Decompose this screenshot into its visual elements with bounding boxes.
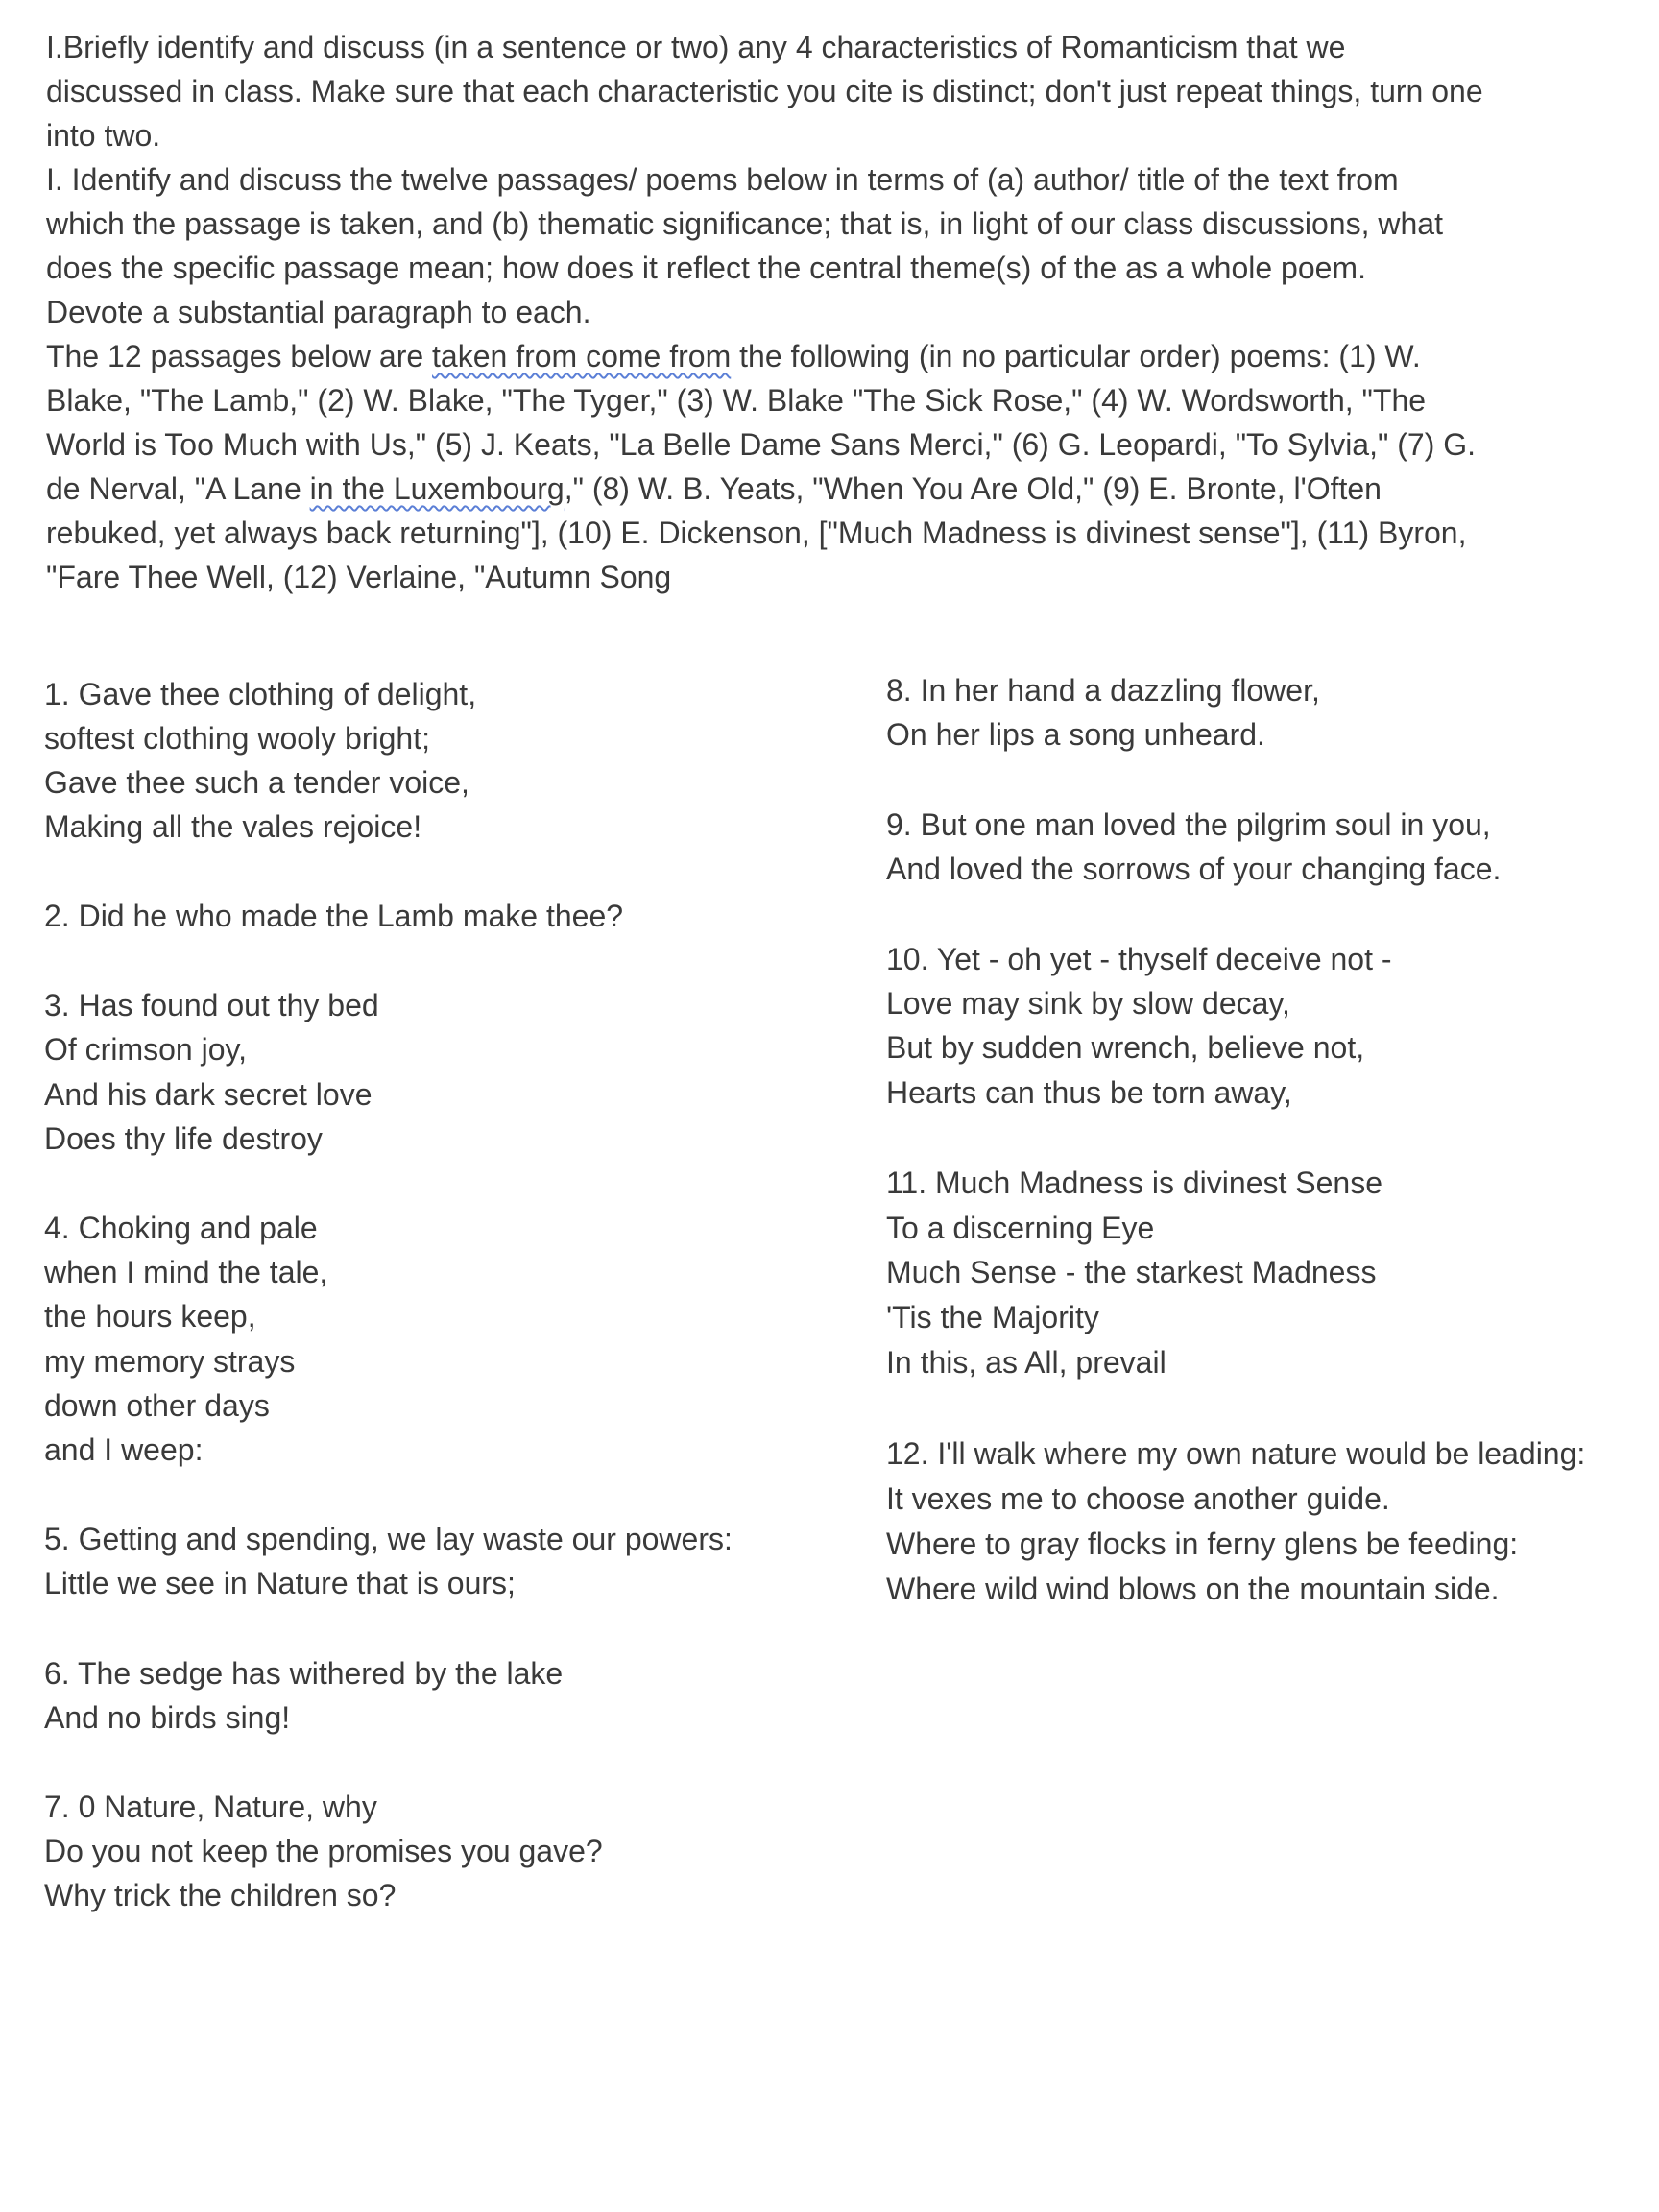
passage-line: Of crimson joy, xyxy=(44,1032,247,1067)
passage-line: Where to gray flocks in ferny glens be feeding: xyxy=(886,1527,1519,1561)
instruction-1-line: discussed in class. Make sure that each characteristic you cite is distinct; don't just repeat things, turn one xyxy=(46,74,1483,108)
passage-line: In this, as All, prevail xyxy=(886,1345,1166,1380)
passage-line: Gave thee such a tender voice, xyxy=(44,765,469,800)
passage-line: 11. Much Madness is divinest Sense xyxy=(886,1166,1382,1200)
passage-line: But by sudden wrench, believe not, xyxy=(886,1030,1365,1065)
passage-line: 3. Has found out thy bed xyxy=(44,988,379,1022)
passage-line: softest clothing wooly bright; xyxy=(44,721,430,756)
passage-line: 5. Getting and spending, we lay waste our powers: xyxy=(44,1522,733,1556)
passage-line: Love may sink by slow decay, xyxy=(886,986,1290,1021)
passage-line: Hearts can thus be torn away, xyxy=(886,1075,1292,1110)
passage-line: 'Tis the Majority xyxy=(886,1300,1099,1334)
passage-line: 1. Gave thee clothing of delight, xyxy=(44,677,477,711)
passage-line: my memory strays xyxy=(44,1344,296,1379)
passage-line: 9. But one man loved the pilgrim soul in you, xyxy=(886,807,1491,842)
passage-line: down other days xyxy=(44,1388,270,1423)
passage-line: 10. Yet - oh yet - thyself deceive not - xyxy=(886,942,1392,976)
poem-list-text: the following (in no particular order) poems: (1) W. xyxy=(731,339,1421,373)
passage-line: the hours keep, xyxy=(44,1299,256,1334)
poem-list-line: Blake, "The Lamb," (2) W. Blake, "The Tyger," (3) W. Blake "The Sick Rose," (4) W. Wordsworth, "The xyxy=(46,383,1427,418)
passage-line: Making all the vales rejoice! xyxy=(44,809,422,844)
passage-line: To a discerning Eye xyxy=(886,1211,1155,1245)
instruction-2-line: I. Identify and discuss the twelve passages/ poems below in terms of (a) author/ title of the text from xyxy=(46,162,1399,197)
passage-line: And loved the sorrows of your changing face. xyxy=(886,852,1502,886)
poem-list-line: World is Too Much with Us," (5) J. Keats, "La Belle Dame Sans Merci," (6) G. Leopardi, "To Sylvia," (7) G. xyxy=(46,427,1477,462)
passage-line: and I weep: xyxy=(44,1432,204,1467)
passage-line: Much Sense - the starkest Madness xyxy=(886,1255,1377,1289)
passage-line: On her lips a song unheard. xyxy=(886,717,1265,752)
passage-line: 4. Choking and pale xyxy=(44,1211,318,1245)
instruction-2-line: Devote a substantial paragraph to each. xyxy=(46,295,591,329)
poem-list-line xyxy=(46,467,1382,511)
passage-line: 8. In her hand a dazzling flower, xyxy=(886,673,1320,708)
spellcheck-underlined-text[interactable]: in the Luxembourg xyxy=(309,471,565,506)
passage-line: And no birds sing! xyxy=(44,1700,291,1735)
passage-line: And his dark secret love xyxy=(44,1077,373,1112)
passage-line: 6. The sedge has withered by the lake xyxy=(44,1656,564,1691)
passage-line: Why trick the children so? xyxy=(44,1878,397,1912)
poem-list-line xyxy=(46,334,1421,378)
poem-list-text: ," (8) W. B. Yeats, "When You Are Old," (9) E. Bronte, l'Often xyxy=(564,471,1382,506)
passage-line: 2. Did he who made the Lamb make thee? xyxy=(44,899,624,933)
instruction-2-line: which the passage is taken, and (b) thematic significance; that is, in light of our class discussions, what xyxy=(46,206,1443,241)
instruction-1-line: into two. xyxy=(46,118,161,153)
poem-list-text: The 12 passages below are xyxy=(46,339,433,373)
passage-line: Do you not keep the promises you gave? xyxy=(44,1834,603,1868)
passage-line: 12. I'll walk where my own nature would be leading: xyxy=(886,1436,1586,1471)
poem-list-text: de Nerval, "A Lane xyxy=(46,471,310,506)
poem-list-line: rebuked, yet always back returning"], (10) E. Dickenson, ["Much Madness is divinest sense"], (11) Byron, xyxy=(46,516,1467,550)
instruction-1-line: I.Briefly identify and discuss (in a sentence or two) any 4 characteristics of Romanticism that we xyxy=(46,30,1346,64)
passage-line: when I mind the tale, xyxy=(44,1255,328,1289)
passage-line: Little we see in Nature that is ours; xyxy=(44,1566,516,1600)
passage-line: 7. 0 Nature, Nature, why xyxy=(44,1790,377,1824)
instruction-2-line: does the specific passage mean; how does it reflect the central theme(s) of the as a whole poem. xyxy=(46,251,1366,285)
spellcheck-underlined-text[interactable]: taken from come from xyxy=(432,339,732,373)
passage-line: It vexes me to choose another guide. xyxy=(886,1481,1390,1516)
passage-line: Where wild wind blows on the mountain side. xyxy=(886,1572,1500,1606)
passage-line: Does thy life destroy xyxy=(44,1121,323,1156)
poem-list-line: "Fare Thee Well, (12) Verlaine, "Autumn Song xyxy=(46,560,672,594)
